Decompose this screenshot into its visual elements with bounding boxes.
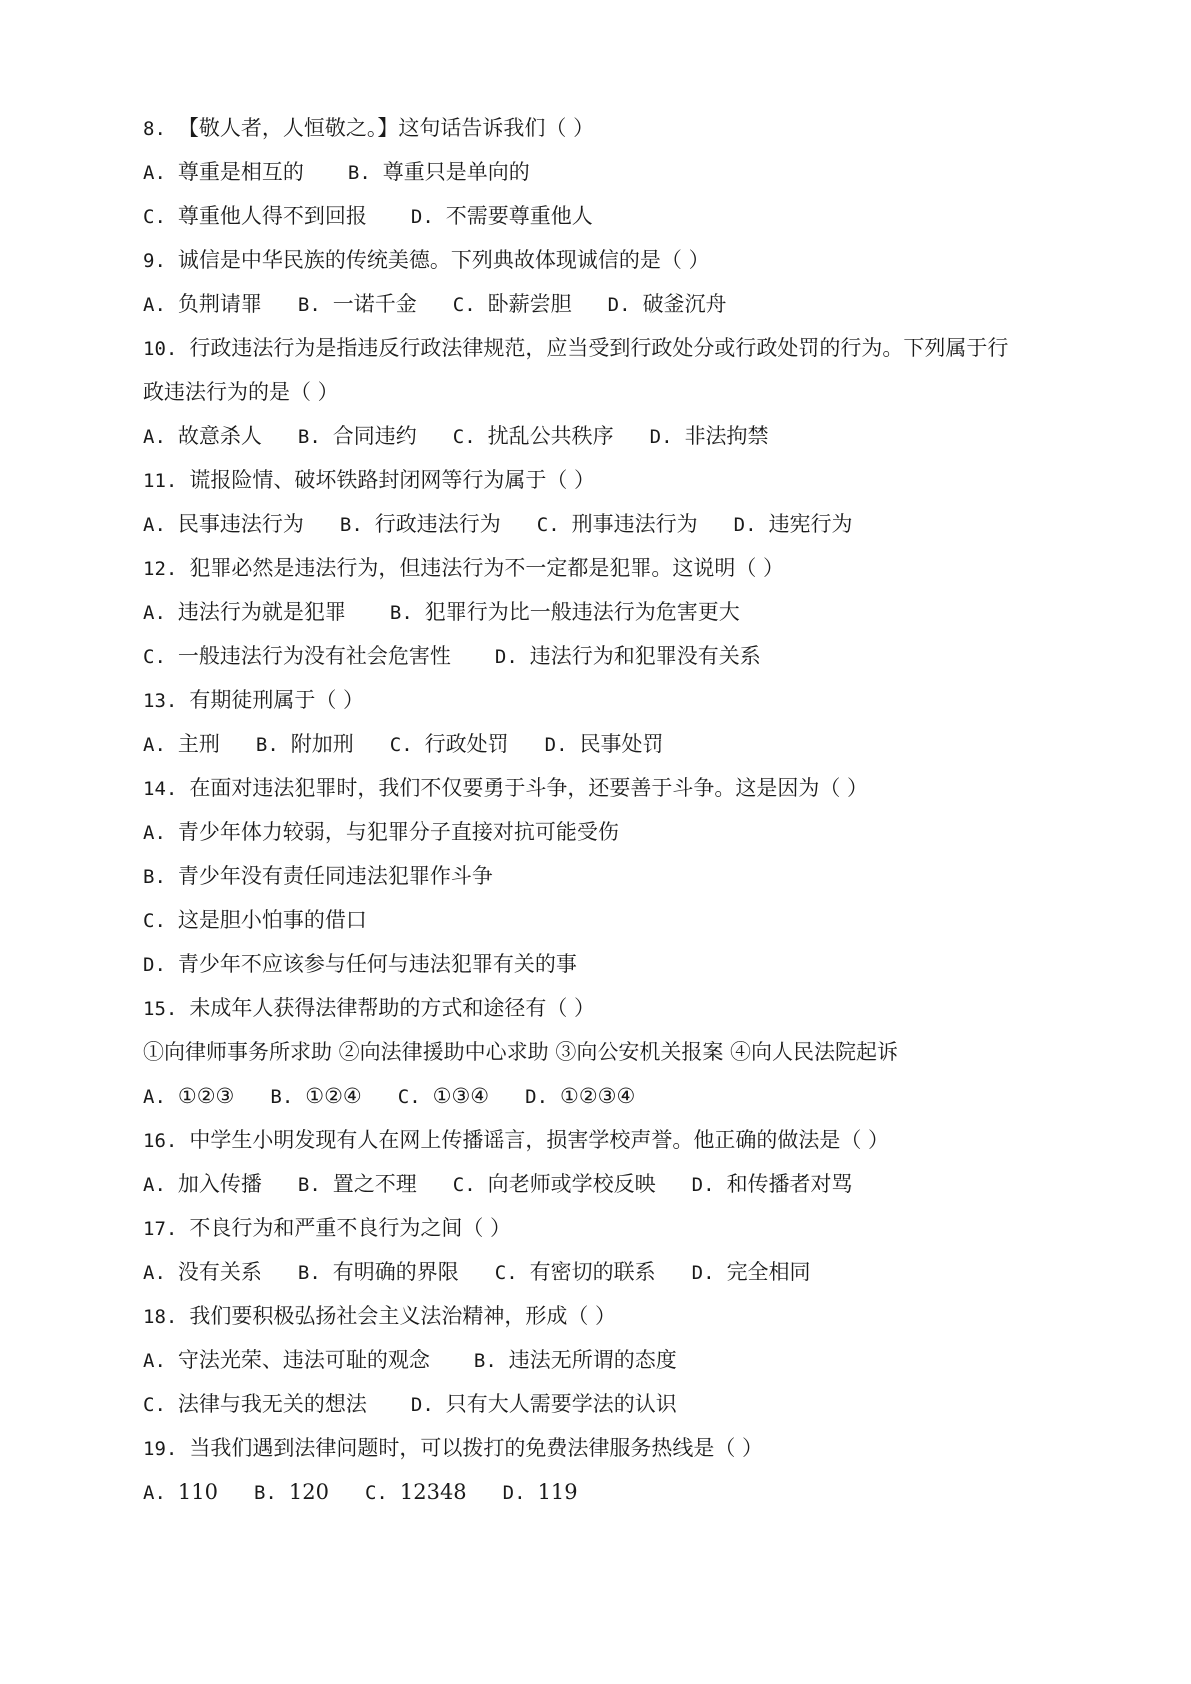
- question-number: 10.: [143, 338, 178, 360]
- option-text: ①②③: [177, 1084, 235, 1108]
- option-letter: B.: [270, 1086, 294, 1108]
- option-letter: B.: [297, 1262, 321, 1284]
- option-letter: D.: [733, 514, 757, 536]
- answer-option[interactable]: [143, 1338, 430, 1383]
- answer-option[interactable]: [390, 722, 509, 767]
- option-letter: A.: [143, 426, 166, 448]
- option-text: 犯罪行为比一般违法行为危害更大: [424, 600, 740, 624]
- option-text: ①②③④: [560, 1084, 636, 1108]
- option-text: 尊重只是单向的: [382, 160, 530, 184]
- option-text: 没有关系: [177, 1260, 262, 1284]
- option-letter: C.: [143, 1394, 166, 1416]
- option-row: [143, 1338, 1073, 1382]
- option-text: 一诺千金: [332, 292, 417, 316]
- option-letter: A.: [143, 1174, 166, 1196]
- answer-option[interactable]: [608, 282, 727, 327]
- option-text: 负荆请罪: [177, 292, 262, 316]
- option-letter: A.: [143, 1086, 166, 1108]
- option-letter: C.: [494, 1262, 518, 1284]
- answer-option[interactable]: [453, 282, 572, 327]
- answer-option[interactable]: [143, 282, 262, 327]
- answer-option[interactable]: [298, 1162, 417, 1207]
- answer-option[interactable]: [143, 194, 367, 239]
- question-number: 13.: [143, 690, 178, 712]
- question-text: 行政违法行为是指违反行政法律规范，应当受到行政处分或行政处罚的行为。下列属于行: [189, 336, 1009, 360]
- question-stem: [143, 458, 1073, 502]
- option-row: [143, 194, 1073, 238]
- question-list: [143, 106, 1073, 1514]
- option-row: [143, 854, 1073, 898]
- option-letter: A.: [143, 734, 166, 756]
- question-stem: [143, 766, 1073, 810]
- question-stem: [143, 1118, 1073, 1162]
- option-letter: C.: [452, 294, 476, 316]
- answer-option[interactable]: [365, 1470, 467, 1515]
- option-letter: A.: [143, 1262, 166, 1284]
- question-number: 17.: [143, 1218, 178, 1240]
- option-letter: A.: [143, 294, 166, 316]
- answer-option[interactable]: [143, 1382, 367, 1427]
- answer-option[interactable]: [143, 1470, 218, 1515]
- option-letter: B.: [297, 426, 321, 448]
- question-stem: [143, 1426, 1073, 1470]
- question-number: 8.: [143, 118, 166, 140]
- option-text: 有明确的界限: [332, 1260, 459, 1284]
- option-letter: A.: [143, 822, 166, 844]
- answer-option[interactable]: [143, 810, 619, 855]
- question-text: 【敬人者，人恒敬之。】这句话告诉我们（ ）: [177, 116, 595, 140]
- option-row: [143, 722, 1073, 766]
- answer-option[interactable]: [525, 1074, 635, 1119]
- option-text: ①②④: [305, 1084, 362, 1108]
- option-letter: A.: [143, 602, 166, 624]
- question-number: 19.: [143, 1438, 178, 1460]
- question-number: 12.: [143, 558, 178, 580]
- option-letter: B.: [253, 1482, 277, 1504]
- question-text: 在面对违法犯罪时，我们不仅要勇于斗争，还要善于斗争。这是因为（ ）: [189, 776, 869, 800]
- option-letter: D.: [607, 294, 631, 316]
- question-text: 诚信是中华民族的传统美德。下列典故体现诚信的是（ ）: [177, 248, 710, 272]
- answer-option[interactable]: [298, 414, 417, 459]
- option-text: 这是胆小怕事的借口: [177, 908, 367, 932]
- option-text: 违法无所谓的态度: [508, 1348, 677, 1372]
- option-text: 尊重他人得不到回报: [177, 204, 367, 228]
- answer-option[interactable]: [143, 634, 451, 679]
- answer-option[interactable]: [143, 590, 346, 635]
- answer-option[interactable]: [348, 150, 530, 195]
- option-letter: D.: [525, 1086, 549, 1108]
- option-text: 尊重是相互的: [177, 160, 304, 184]
- question-item: [143, 1294, 1073, 1426]
- option-letter: B.: [143, 866, 166, 888]
- option-letter: B.: [297, 294, 321, 316]
- answer-option[interactable]: [256, 722, 354, 767]
- option-text: 119: [537, 1480, 578, 1504]
- answer-option[interactable]: [143, 942, 577, 987]
- question-text: 不良行为和严重不良行为之间（ ）: [189, 1216, 512, 1240]
- answer-option[interactable]: [650, 414, 769, 459]
- option-text: 违法行为和犯罪没有关系: [529, 644, 761, 668]
- question-item: [143, 106, 1073, 238]
- answer-option[interactable]: [474, 1338, 677, 1383]
- option-letter: C.: [389, 734, 413, 756]
- option-row: [143, 634, 1073, 678]
- question-text: 犯罪必然是违法行为，但违法行为不一定都是犯罪。这说明（ ）: [189, 556, 785, 580]
- option-text: 12348: [399, 1480, 467, 1504]
- option-text: 民事违法行为: [177, 512, 304, 536]
- answer-option[interactable]: [537, 502, 698, 547]
- question-number: 11.: [143, 470, 178, 492]
- answer-option[interactable]: [503, 1470, 578, 1515]
- option-text: 违宪行为: [768, 512, 853, 536]
- question-text: 谎报险情、破坏铁路封闭网等行为属于（ ）: [189, 468, 596, 492]
- option-text: 合同违约: [332, 424, 417, 448]
- option-row: [143, 1470, 1073, 1514]
- answer-option[interactable]: [143, 502, 304, 547]
- option-text: 卧薪尝胆: [487, 292, 572, 316]
- option-row: [143, 1250, 1073, 1294]
- option-row: [143, 1162, 1073, 1206]
- option-text: 行政处罚: [424, 732, 509, 756]
- question-item: [143, 766, 1073, 986]
- option-row: [143, 1382, 1073, 1426]
- option-text: 青少年不应该参与任何与违法犯罪有关的事: [177, 952, 577, 976]
- option-letter: D.: [544, 734, 568, 756]
- option-text: 只有大人需要学法的认识: [445, 1392, 677, 1416]
- question-statements: ①向律师事务所求助 ②向法律援助中心求助 ③向公安机关报案 ④向人民法院起诉: [143, 1040, 899, 1064]
- answer-option[interactable]: [143, 1250, 262, 1295]
- question-item: [143, 1118, 1073, 1206]
- option-letter: A.: [143, 1350, 166, 1372]
- answer-option[interactable]: [495, 1250, 656, 1295]
- option-row: [143, 282, 1073, 326]
- option-text: ①③④: [432, 1084, 490, 1108]
- question-item: [143, 986, 1073, 1118]
- option-letter: C.: [452, 426, 476, 448]
- question-number: 14.: [143, 778, 178, 800]
- question-text: 中学生小明发现有人在网上传播谣言，损害学校声誉。他正确的做法是（ ）: [189, 1128, 890, 1152]
- answer-option[interactable]: [411, 194, 593, 239]
- answer-option[interactable]: [734, 502, 853, 547]
- option-text: 守法光荣、违法可耻的观念: [177, 1348, 430, 1372]
- option-letter: D.: [691, 1262, 715, 1284]
- option-letter: D.: [143, 954, 166, 976]
- option-text: 和传播者对骂: [726, 1172, 853, 1196]
- option-letter: C.: [452, 1174, 476, 1196]
- option-text: 非法拘禁: [684, 424, 769, 448]
- option-text: 违法行为就是犯罪: [177, 600, 346, 624]
- answer-option[interactable]: [298, 1250, 459, 1295]
- question-number: 9.: [143, 250, 166, 272]
- answer-option[interactable]: [692, 1162, 853, 1207]
- option-letter: D.: [494, 646, 518, 668]
- option-text: 故意杀人: [177, 424, 262, 448]
- answer-option[interactable]: [143, 854, 493, 899]
- question-item: [143, 326, 1073, 458]
- option-letter: D.: [410, 206, 434, 228]
- option-row: [143, 150, 1073, 194]
- question-stem: [143, 546, 1073, 590]
- option-letter: B.: [347, 162, 371, 184]
- question-number: 16.: [143, 1130, 178, 1152]
- option-row: [143, 942, 1073, 986]
- option-text: 110: [177, 1480, 218, 1504]
- answer-option[interactable]: [254, 1470, 329, 1515]
- question-item: [143, 1426, 1073, 1514]
- answer-option[interactable]: [411, 1382, 677, 1427]
- answer-option[interactable]: [298, 282, 417, 327]
- option-letter: D.: [410, 1394, 434, 1416]
- option-letter: C.: [536, 514, 560, 536]
- answer-option[interactable]: [143, 1162, 262, 1207]
- option-letter: C.: [143, 206, 166, 228]
- question-stem: [143, 238, 1073, 282]
- question-stem: [143, 678, 1073, 722]
- question-text-continued: 政违法行为的是（ ）: [143, 380, 339, 404]
- answer-option[interactable]: [390, 590, 740, 635]
- question-item: [143, 678, 1073, 766]
- option-text: 扰乱公共秩序: [487, 424, 614, 448]
- option-letter: D.: [502, 1482, 526, 1504]
- option-letter: C.: [364, 1482, 388, 1504]
- question-stem: [143, 986, 1073, 1030]
- question-text: 我们要积极弘扬社会主义法治精神，形成（ ）: [189, 1304, 617, 1328]
- option-text: 有密切的联系: [529, 1260, 656, 1284]
- option-letter: C.: [397, 1086, 421, 1108]
- option-text: 破釜沉舟: [642, 292, 727, 316]
- option-text: 向老师或学校反映: [487, 1172, 656, 1196]
- option-letter: C.: [143, 646, 166, 668]
- option-text: 青少年没有责任同违法犯罪作斗争: [177, 864, 493, 888]
- option-letter: B.: [297, 1174, 321, 1196]
- option-text: 完全相同: [726, 1260, 811, 1284]
- question-item: [143, 458, 1073, 546]
- option-text: 120: [288, 1480, 329, 1504]
- option-row: [143, 810, 1073, 854]
- question-number: 15.: [143, 998, 178, 1020]
- question-stem: [143, 1206, 1073, 1250]
- question-stem: [143, 106, 1073, 150]
- option-text: 主刑: [177, 732, 220, 756]
- question-text: 未成年人获得法律帮助的方式和途径有（ ）: [189, 996, 596, 1020]
- answer-option[interactable]: [143, 414, 262, 459]
- option-letter: B.: [255, 734, 279, 756]
- option-row: [143, 502, 1073, 546]
- question-text: 当我们遇到法律问题时，可以拨打的免费法律服务热线是（ ）: [189, 1436, 764, 1460]
- answer-option[interactable]: [453, 414, 614, 459]
- option-letter: C.: [143, 910, 166, 932]
- answer-option[interactable]: [143, 1074, 234, 1119]
- option-letter: B.: [339, 514, 363, 536]
- option-text: 刑事违法行为: [571, 512, 698, 536]
- option-row: [143, 414, 1073, 458]
- option-text: 法律与我无关的想法: [177, 1392, 367, 1416]
- answer-option[interactable]: [270, 1074, 361, 1119]
- option-letter: D.: [691, 1174, 715, 1196]
- option-letter: D.: [649, 426, 673, 448]
- question-item: [143, 1206, 1073, 1294]
- answer-option[interactable]: [398, 1074, 489, 1119]
- option-text: 加入传播: [177, 1172, 262, 1196]
- question-item: [143, 238, 1073, 326]
- answer-option[interactable]: [143, 722, 220, 767]
- option-letter: B.: [389, 602, 413, 624]
- answer-option[interactable]: [495, 634, 761, 679]
- option-text: 青少年体力较弱，与犯罪分子直接对抗可能受伤: [177, 820, 619, 844]
- option-letter: A.: [143, 514, 166, 536]
- question-text: 有期徒刑属于（ ）: [189, 688, 365, 712]
- answer-option[interactable]: [340, 502, 501, 547]
- option-letter: A.: [143, 1482, 166, 1504]
- option-letter: A.: [143, 162, 166, 184]
- option-text: 置之不理: [332, 1172, 417, 1196]
- answer-option[interactable]: [692, 1250, 811, 1295]
- option-text: 一般违法行为没有社会危害性: [177, 644, 451, 668]
- answer-option[interactable]: [453, 1162, 656, 1207]
- option-letter: B.: [473, 1350, 497, 1372]
- answer-option[interactable]: [545, 722, 664, 767]
- question-item: [143, 546, 1073, 678]
- question-stem: [143, 1294, 1073, 1338]
- question-stem: [143, 326, 1073, 370]
- option-text: 行政违法行为: [374, 512, 501, 536]
- option-text: 不需要尊重他人: [445, 204, 593, 228]
- answer-option[interactable]: [143, 150, 304, 195]
- question-number: 18.: [143, 1306, 178, 1328]
- answer-option[interactable]: [143, 898, 367, 943]
- option-row: [143, 1074, 1073, 1118]
- option-row: [143, 898, 1073, 942]
- option-row: [143, 590, 1073, 634]
- option-text: 附加刑: [290, 732, 354, 756]
- option-text: 民事处罚: [579, 732, 664, 756]
